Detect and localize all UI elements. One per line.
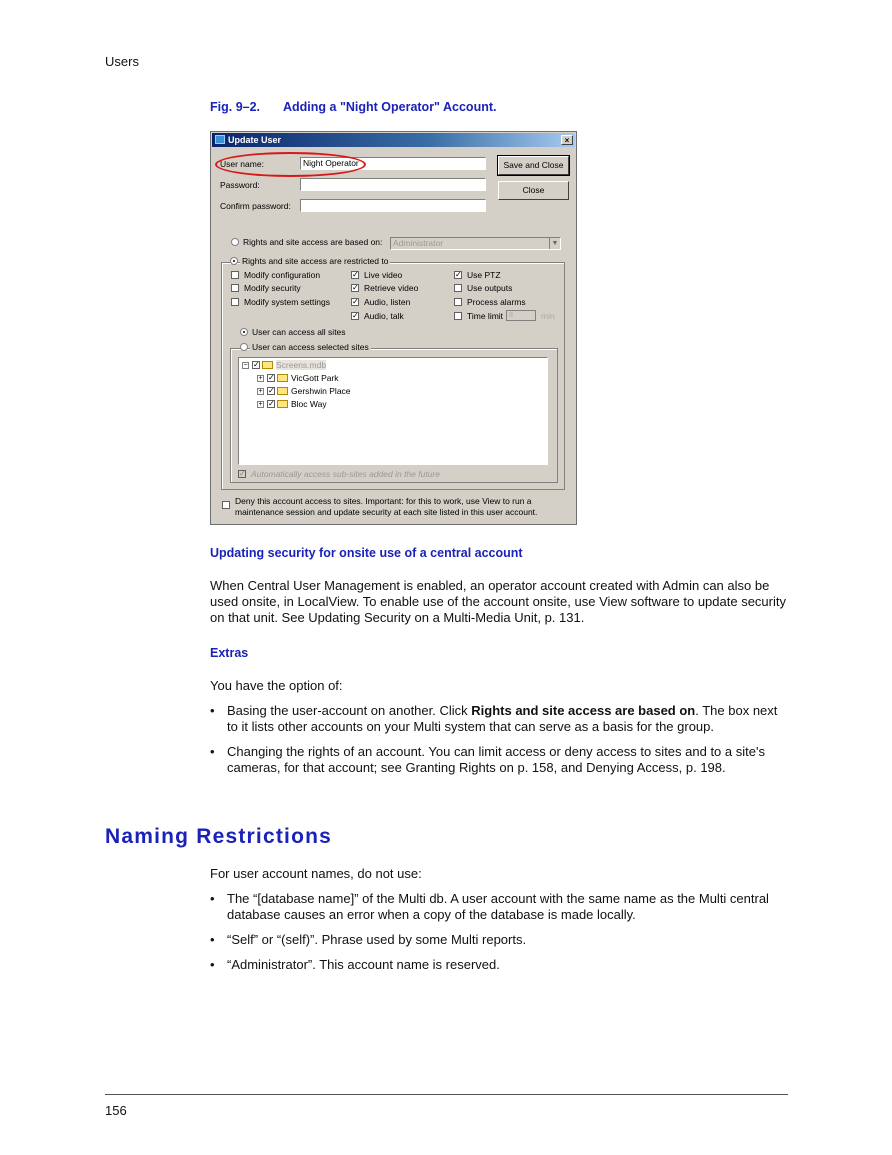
right-label: Use PTZ	[467, 270, 501, 280]
tree-checkbox[interactable]: ✓	[268, 373, 275, 382]
folder-icon	[277, 374, 288, 382]
tree-checkbox[interactable]: ✓	[268, 386, 275, 395]
use-ptz-checkbox[interactable]: ✓	[455, 270, 462, 279]
based-on-select[interactable]	[390, 237, 561, 250]
deny-access-label-1: Deny this account access to sites. Important: for this to work, use View to run a	[235, 496, 532, 506]
auto-access-checkbox[interactable]: ✓	[239, 469, 246, 478]
right-label: Modify system settings	[244, 297, 330, 307]
bullet-text: “Administrator”. This account name is reserved.	[227, 957, 500, 972]
tree-checkbox[interactable]: ✓	[268, 399, 275, 408]
live-video-checkbox[interactable]: ✓	[352, 270, 359, 279]
right-label: Modify security	[244, 283, 301, 293]
expand-icon[interactable]: +	[258, 401, 263, 408]
close-icon[interactable]: ×	[561, 135, 573, 145]
onsite-paragraph: When Central User Management is enabled, an operator account created with Admin can also be used onsite, in LocalView. To enable use of the account onsite, use View software to update security on that unit. See Updating Security on a Multi-Media Unit, p. 131.	[210, 578, 786, 625]
modify-system-settings-checkbox[interactable]	[231, 298, 239, 306]
user-name-label: User name:	[220, 159, 264, 169]
right-label: Audio, talk	[364, 311, 404, 321]
confirm-password-label: Confirm password:	[220, 201, 291, 211]
based-on-label: Rights and site access are based on:	[243, 237, 383, 247]
bullet-text: . The box next to it lists other accounts on your Multi system that can serve as a basis for the group.	[227, 703, 778, 734]
right-label: Modify configuration	[244, 270, 321, 280]
dialog-titlebar	[212, 133, 575, 147]
all-sites-radio[interactable]	[240, 328, 248, 336]
process-alarms-checkbox[interactable]	[454, 298, 462, 306]
restricted-radio[interactable]	[230, 257, 238, 265]
all-sites-label: User can access all sites	[252, 327, 346, 337]
deny-access-label-2: maintenance session and update security at each site listed in this user account.	[235, 507, 538, 517]
modify-configuration-checkbox[interactable]	[231, 271, 239, 279]
folder-icon	[277, 387, 288, 395]
bullet-text: Changing the rights of an account. You can limit access or deny access to sites and to a site's cameras, for that account; see Granting Rights on p. 158, and Denying Access, p. 198.	[227, 744, 765, 775]
confirm-password-input[interactable]	[300, 199, 486, 212]
right-label: Audio, listen	[364, 297, 411, 307]
tree-node-label: Gershwin Place	[291, 386, 351, 396]
dialog-title: Update User	[228, 135, 282, 145]
bullet-text: The “[database name]” of the Multi db. A user account with the same name as the Multi central database causes an error when a copy of the database is made locally.	[227, 891, 769, 922]
page-number: 156	[105, 1103, 127, 1118]
folder-icon	[277, 400, 288, 408]
naming-bullet	[210, 932, 778, 948]
right-label: Time limit	[467, 311, 504, 321]
tree-node-label: VicGott Park	[291, 373, 339, 383]
figure-caption	[210, 100, 496, 114]
footer-rule	[105, 1094, 788, 1095]
time-limit-checkbox[interactable]	[454, 312, 462, 320]
extras-heading: Extras	[210, 646, 249, 660]
bullet-text: “Self” or “(self)”. Phrase used by some Multi reports.	[227, 932, 527, 947]
auto-access-label: Automatically access sub-sites added in the future	[251, 469, 440, 479]
selected-sites-radio[interactable]	[240, 343, 248, 351]
running-header: Users	[105, 54, 139, 69]
extras-intro: You have the option of:	[210, 678, 343, 693]
bullet-bold: Rights and site access are based on	[471, 703, 696, 718]
right-label: Retrieve video	[364, 283, 419, 293]
naming-bullet	[210, 957, 778, 973]
retrieve-video-checkbox[interactable]: ✓	[352, 283, 359, 292]
right-label: Live video	[364, 270, 403, 280]
deny-access-checkbox[interactable]	[222, 501, 230, 509]
based-on-radio[interactable]	[231, 238, 239, 246]
modify-security-checkbox[interactable]	[231, 284, 239, 292]
based-on-value: Administrator	[393, 238, 444, 248]
figure-number: Fig. 9–2.	[210, 100, 261, 114]
folder-icon	[262, 361, 273, 369]
close-button[interactable]: Close	[498, 181, 569, 200]
audio-listen-checkbox[interactable]: ✓	[352, 297, 359, 306]
right-label: Process alarms	[467, 297, 526, 307]
sites-tree[interactable]	[238, 357, 548, 465]
selected-sites-label: User can access selected sites	[252, 342, 369, 352]
right-label: Use outputs	[467, 283, 513, 293]
extras-bullet-2	[210, 744, 778, 776]
highlight-oval	[215, 152, 366, 177]
update-user-dialog	[210, 131, 577, 525]
bullet-text: Basing the user-account on another. Click	[227, 703, 472, 718]
tree-node-label: Bloc Way	[291, 399, 327, 409]
restricted-label: Rights and site access are restricted to	[242, 256, 389, 266]
save-and-close-button[interactable]: Save and Close	[498, 156, 569, 175]
collapse-icon[interactable]: −	[243, 362, 248, 369]
app-icon	[215, 135, 225, 144]
naming-intro: For user account names, do not use:	[210, 866, 422, 881]
expand-icon[interactable]: +	[258, 388, 263, 395]
password-label: Password:	[220, 180, 260, 190]
onsite-heading: Updating security for onsite use of a central account	[210, 546, 523, 560]
naming-heading: Naming Restrictions	[105, 825, 333, 848]
time-limit-spinner[interactable]: 8	[506, 310, 536, 321]
audio-talk-checkbox[interactable]: ✓	[352, 311, 359, 320]
tree-root-label: Screens.mdb	[276, 360, 327, 370]
tree-checkbox[interactable]: ✓	[253, 360, 260, 369]
user-name-input[interactable]: Night Operator	[300, 157, 486, 170]
figure-title: Adding a "Night Operator" Account.	[283, 100, 497, 114]
password-input[interactable]	[300, 178, 486, 191]
expand-icon[interactable]: +	[258, 375, 263, 382]
use-outputs-checkbox[interactable]	[454, 284, 462, 292]
time-limit-unit: min	[541, 311, 555, 321]
chevron-down-icon: ▼	[549, 238, 560, 249]
naming-bullet	[210, 891, 778, 923]
extras-bullet-1	[210, 703, 778, 735]
